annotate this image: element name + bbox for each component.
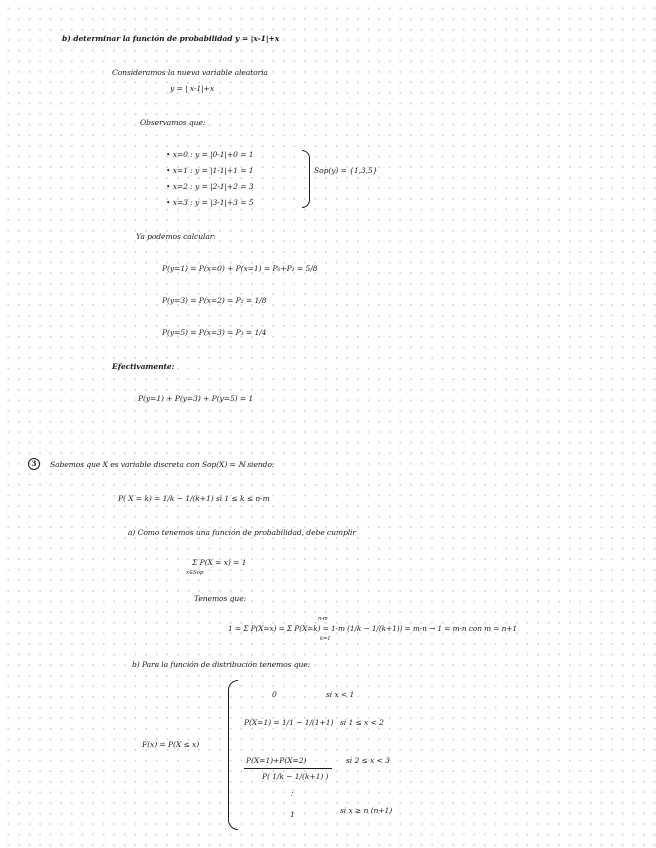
sum-condition: Σ P(X = x) = 1 [192, 558, 247, 567]
observe-text: Observamos que: [140, 118, 206, 127]
intro-text: Consideramos la nueva variable aleatoria [112, 68, 268, 77]
derivation: 1 = Σ P(X=x) = Σ P(X=k) = 1-m (1/k − 1/(k+1)) = m-n → 1 = m-n con m = n+1 [228, 624, 517, 633]
prob-row: P(y=5) = P(x=3) = P₃ = 1/4 [162, 328, 267, 337]
cdf-row-cond: si 1 ≤ x < 2 [340, 718, 384, 727]
cdf-brace [228, 680, 238, 830]
cdf-row-expr: P(X=1)+P(X=2) [246, 756, 307, 765]
cdf-row3-denominator: P( 1/k − 1/(k+1) ) [262, 772, 329, 781]
verify-text: Efectivamente: [112, 362, 175, 371]
sum-check: P(y=1) + P(y=3) + P(y=5) = 1 [138, 394, 254, 403]
cdf-label: F(x) = P(X ≤ x) [142, 740, 200, 749]
part-b-text: b) Para la función de distribución tenemos que: [132, 660, 311, 669]
prob-row: P(y=3) = P(x=2) = P₂ = 1/8 [162, 296, 267, 305]
sum-subscript: x∈Sop [186, 570, 204, 576]
cdf-row-cond: si x < 1 [326, 690, 355, 699]
case-row: • x=2 : y = |2-1|+2 = 3 [166, 182, 254, 191]
can-compute-text: Ya podemos calcular: [136, 232, 216, 241]
cdf-row-expr: P(X=1) = 1/1 − 1/(1+1) [244, 718, 334, 727]
case-row: • x=0 : y = |0-1|+0 = 1 [166, 150, 254, 159]
fraction-bar [244, 768, 332, 769]
sum-upper-limit: n-m [318, 616, 328, 622]
problem-statement: Sabemos que X es variable discreta con Sop(X) = ℕ siendo: [50, 460, 275, 469]
heading-part-b: b) determinar la función de probabilidad y = |x-1|+x [62, 34, 280, 43]
prob-row: P(y=1) = P(x=0) + P(x=1) = P₀+P₁ = 5/8 [162, 264, 318, 273]
sum-lower-limit: k=1 [320, 636, 331, 642]
cdf-row-cond: si x ≥ n (n+1) [340, 806, 393, 815]
cdf-row-expr: 1 [290, 810, 295, 819]
ellipsis-dots: ⋮ [288, 788, 296, 797]
part-a-text: a) Como tenemos una función de probabilidad, debe cumplir [128, 528, 356, 537]
pmf-formula: P( X = k) = 1/k − 1/(k+1) si 1 ≤ k ≤ n-m [118, 494, 270, 503]
support-text: Sop(y) = {1,3,5} [314, 166, 378, 175]
cdf-row-expr: 0 [272, 690, 277, 699]
cdf-row-cond: si 2 ≤ x < 3 [346, 756, 390, 765]
cases-brace [302, 150, 310, 208]
case-row: • x=1 : y = |1-1|+1 = 1 [166, 166, 254, 175]
case-row: • x=3 : y = |3-1|+3 = 5 [166, 198, 254, 207]
problem-number: 3 [28, 458, 40, 470]
have-text: Tenemos que: [194, 594, 247, 603]
definition: y = | x-1|+x [170, 84, 215, 93]
